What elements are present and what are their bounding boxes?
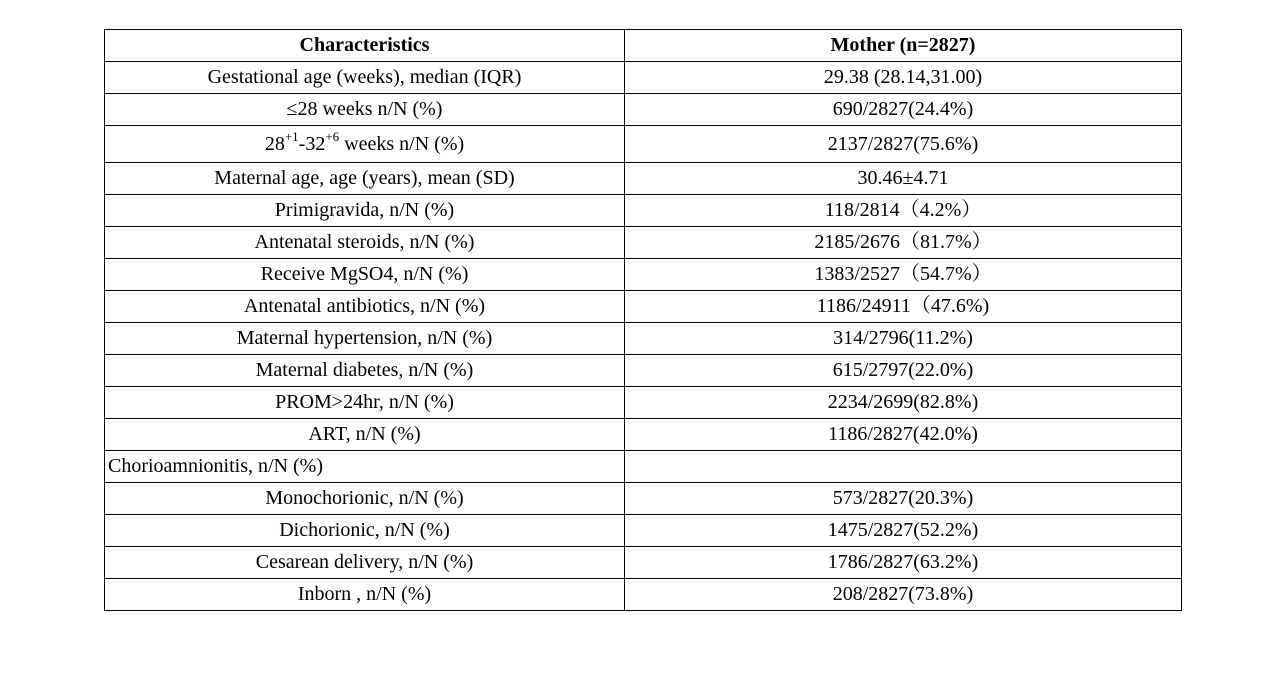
table-row — [105, 163, 1182, 195]
row-value: 2137/2827(75.6%) — [625, 126, 1182, 163]
row-label: Antenatal steroids, n/N (%) — [105, 227, 625, 259]
table-row — [105, 419, 1182, 451]
row-value: 1786/2827(63.2%) — [625, 547, 1182, 579]
row-label: Monochorionic, n/N (%) — [105, 483, 625, 515]
table-row — [105, 323, 1182, 355]
row-label: Maternal age, age (years), mean (SD) — [105, 163, 625, 195]
row-value: 30.46±4.71 — [625, 163, 1182, 195]
label-part: -32 — [298, 133, 326, 155]
row-label: Antenatal antibiotics, n/N (%) — [105, 291, 625, 323]
table-row — [105, 515, 1182, 547]
row-value: 1475/2827(52.2%) — [625, 515, 1182, 547]
row-label: Chorioamnionitis, n/N (%) — [105, 451, 625, 483]
row-label: ART, n/N (%) — [105, 419, 625, 451]
table-row — [105, 387, 1182, 419]
row-label: Maternal hypertension, n/N (%) — [105, 323, 625, 355]
row-value — [625, 451, 1182, 483]
table-row — [105, 355, 1182, 387]
superscript: +6 — [325, 129, 340, 144]
table-row — [105, 451, 1182, 483]
row-label: Cesarean delivery, n/N (%) — [105, 547, 625, 579]
table-row — [105, 195, 1182, 227]
row-label: Maternal diabetes, n/N (%) — [105, 355, 625, 387]
table-row — [105, 291, 1182, 323]
row-value: 690/2827(24.4%) — [625, 94, 1182, 126]
row-value: 573/2827(20.3%) — [625, 483, 1182, 515]
row-value: 2185/2676（81.7%） — [625, 227, 1182, 259]
header-mother: Mother (n=2827) — [625, 30, 1182, 62]
label-part: weeks n/N (%) — [339, 133, 465, 155]
table-row — [105, 94, 1182, 126]
table-row — [105, 227, 1182, 259]
row-label: Receive MgSO4, n/N (%) — [105, 259, 625, 291]
header-row — [105, 30, 1182, 62]
row-value: 118/2814（4.2%） — [625, 195, 1182, 227]
row-label: PROM>24hr, n/N (%) — [105, 387, 625, 419]
table-row — [105, 126, 1182, 163]
row-label: Primigravida, n/N (%) — [105, 195, 625, 227]
row-label — [105, 126, 625, 163]
row-value: 615/2797(22.0%) — [625, 355, 1182, 387]
superscript: +1 — [284, 129, 299, 144]
row-value: 1186/24911（47.6%) — [625, 291, 1182, 323]
characteristics-table — [104, 29, 1182, 611]
table-row — [105, 579, 1182, 611]
row-value: 314/2796(11.2%) — [625, 323, 1182, 355]
row-label: Dichorionic, n/N (%) — [105, 515, 625, 547]
table-row — [105, 259, 1182, 291]
row-label: Inborn , n/N (%) — [105, 579, 625, 611]
table-row — [105, 483, 1182, 515]
row-value: 2234/2699(82.8%) — [625, 387, 1182, 419]
row-label: Gestational age (weeks), median (IQR) — [105, 62, 625, 94]
table-row — [105, 62, 1182, 94]
row-value: 1383/2527（54.7%） — [625, 259, 1182, 291]
table-row — [105, 547, 1182, 579]
label-part: 28 — [264, 133, 285, 155]
header-characteristics: Characteristics — [105, 30, 625, 62]
row-value: 208/2827(73.8%) — [625, 579, 1182, 611]
row-value: 1186/2827(42.0%) — [625, 419, 1182, 451]
row-label: ≤28 weeks n/N (%) — [105, 94, 625, 126]
row-value: 29.38 (28.14,31.00) — [625, 62, 1182, 94]
